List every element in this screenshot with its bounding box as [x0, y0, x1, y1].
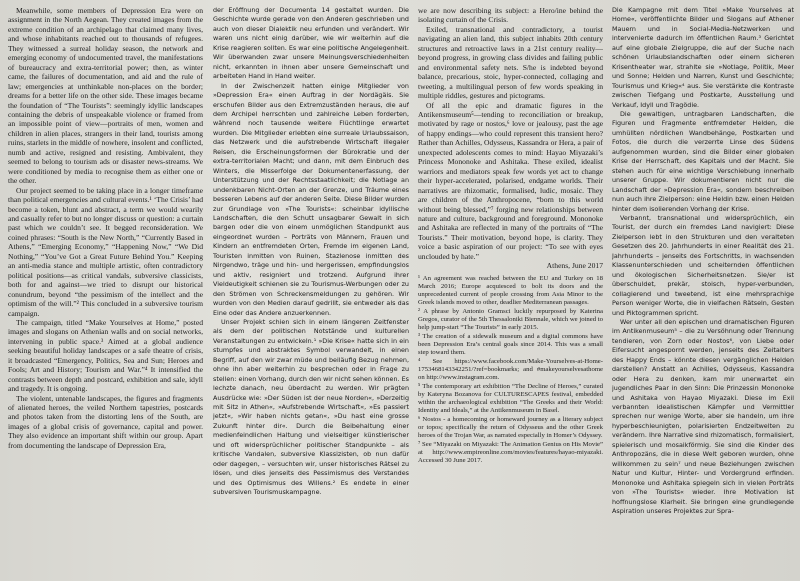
paragraph: we are now describing its subject: a Hero/ine behind the isolating curtain of the Crisis.	[418, 6, 603, 25]
paragraph: In der Zwischenzeit hatten einige Mitglieder von »Depression Era« einen Auftrag in der Nordägäis. Sie erschufen Bilder aus den Extremzuständen heraus, die auf dem Archipel herrschten und zahlreiche Leben forderten, während noch tausende weitere Flüchtlinge erwartet wurden. Die Mitglieder erlebten eine surreale Urlaubssaison, das Netzwerk und die aufstrebende Wirtschaft illegaler Reisen, die Erscheinungsformen der Bürokratie und der extra-territorialen Macht; und dann, mit dem Einbruch des Winters, die Misserfolge der Dokumentenerfassung, der Unterstützung und der Rechtsstaatlichkeit; die Notlage an undenkbaren Nicht-Orten an der Grenze, und Träume eines besseren Lebens auf der anderen Seite. Diese Bilder wurden zur Grundlage von »The Tourists«: scheinbar idyllische Landschaften, die den Schutt unsagbarer Gewalt in sich bargen oder die von einem unmöglichen Standpunkt aus eingeordnet wurden – Porträts von Männern, Frauen und Kindern an entfremdeten Orten, Fremde im eigenen Land, Touristen inmitten von Ruinen, Stazlenose inmitten des Nirgendwo, träge und hin- und hergerissen, empfindungslos und aktiv, resigniert und trotzend. Aufgrund ihrer Vieldeutigkeit schienen sie zu Tourismus-Werbungen oder zu den Strömen von Schreckensmeldungen zu gehören. Wir wurden von den Medien darauf gedrillt, sie entweder als das Eine oder das Andere anzuerkennen.	[213, 81, 409, 317]
paragraph: The campaign, titled “Make Yourselves at Home,” posted images and slogans on Athenian walls and on social networks, intervening in public space.³ Aimed at a global audience seeking beautiful holiday landscapes or a safe theatre of crisis, it broadcasted “Emergency, Politics, Sea and Sun; Heroes and Fools; Art and History; Tourism and War.”⁴ It intensified the contrasts between depth and postcard, exhibition and sale, idyll and tragedy. It is ongoing.	[8, 317, 203, 394]
column-english-right	[418, 6, 603, 581]
paragraph: Verbannt, transnational und widersprüchlich, ein Tourist, der durch ein fremdes Land navigiert: Diese Zielperson lebt in den Strukturen und den veralteten Gesetzen des 20. Jahrhunderts in einer Realität des 21. Jahrhunderts – jenseits des Fortschritts, in wachsenden Klassenunterschieden und scheiternden öffentlichen und ökologischen Sicherheitsnetzen. Sie/er ist überschuldet, prekär, stoisch, hyper-verbunden, collagierend und tweetend, ist eine mehrsprachige Person weniger Worte, die in vielfachen Rätseln, Gesten und Piktogrammen spricht.	[612, 213, 794, 317]
footnote: ² A phrase by Antonio Gramsci luckily repurposed by Katerina Gregos, curator of the 5th Thessaloniki Biennale, which we joined to help jump-start “The Tourists” in early 2015.	[418, 307, 603, 331]
paragraph: Unser Projekt schien sich in einem längeren Zeitfenster als dem der politischen Notstände und kulturellen Veranstaltungen zu entwickeln.¹ »Die Krise« hatte sich in ein stumpfes und abstraktes Symbol verwandelt, in einen Begriff, auf den wir zwar müde und beiläufig Bezug nehmen, ohne ihn aber weiterhin zu besprechen oder in Frage zu stellen: einen Vorhang, durch den wir nicht sehen können. Es lechzte danach, neu überdacht zu werden. Wir prägten Ausdrücke wie: »Der Süden ist der neue Norden«, »Derzeitig mit Sitz in Athen«, »Aufstrebende Wirtschaft«, »Es passiert jetzt«, »Wir haben nichts getan«, »Du hast eine grosse Zukunft hinter dir«. Durch die Beibehaltung einer medienfeindlichen Haltung und vielseitiger künstlerischer und oft widersprüchlicher politischer Standpunkte – als kritische Vandalen, subversive Klassizisten, ob nun dafür oder dagegen, – versuchten wir, unser historisches Rätsel zu lösen, und dies jenseits des Pessimismus des Verstandes und des Optimismus des Willens.² Es endete in einer subversiven Tourismuskampagne.	[213, 317, 409, 497]
footnote: ⁷ See “Miyazaki on Miyazaki: The Animation Genius on His Movie” at http://www.empireonline.com/movies/features/hayao-miyazaki. Accessed 30 June 2017.	[418, 440, 603, 464]
paragraph: Of all the epic and dramatic figures in the Antikensmuseum⁵—tending to reconciliation or breakup, motivated by rage or nostos,⁶ love or jealousy, past the age of happy endings—who could represent this transient hero? Rather than Achilles, Odysseus, Kassandra or Hera, a pair of unexpected adolescents comes to mind: Hayao Miyazaki’s Princess Mononoke and Ashitaka. These exiled, idealist warriors and mediators speak few words yet act to change their hyper-accelerated, polarised, endgame worlds. Their narratives are rhizomatic, formalised, ludic, mosaic. They are children of the Anthropocene, “born to this world without being blessed,”⁷ forging new relationships between nature and culture, background and foreground. Mononoke and Ashitaka are reflected in many of the portraits of “The Tourists.” Their motivation, beyond hope, is clarity. They voice a basic aspiration of our project: “To see with eyes unclouded by hate.”	[418, 100, 603, 261]
footnote: ⁴ See https://www.facebook.com/Make-Yourselves-at-Home-1753468143342251/?ref=bookmarks; and #makeyourselvesathome on http://www.instagram.com.	[418, 357, 603, 381]
body-text	[418, 6, 603, 261]
paragraph: Our project seemed to be taking place in a longer timeframe than political emergencies and cultural events.¹ ‘The Crisis’ had become a token, blunt and abstract, a term we would wearily and casually refer to but no longer discuss or question: a curtain past which we couldn’t see. It begged reconsideration. We coined phrases: “South is the New North,” “Currently Based in Athens,” “Emerging Economy,” “Happening Now,” “We Did Nothing,” “You’ve Got a Great Future Behind You.” Keeping an anti-media stance and multiple artistic, often contradictory political positions—as critical vandals, subversive classicists, both for and against—we tried to disrupt our historical conundrum, beyond “the pessimism of the intellect and the optimism of the will.”² This concluded in a subversive tourism campaign.	[8, 185, 203, 318]
column-english-left	[8, 6, 203, 581]
footnote: ¹ An agreement was reached between the EU and Turkey on 18 March 2016; Europe acquiesced to bolt its doors and the unprecedented current of people crossing from Asia Minor to the Greek islands moved to other, deadlier Mediterranean passages.	[418, 274, 603, 306]
footnote: ⁵ The contemporary art exhibition “The Decline of Heroes,” curated by Katerynа Bozanova for CULTURESCAPES festival, embedded within the archaeological exhibition “The Greeks and their World: Identity and Ideals,” at the Antikenmuseum in Basel.	[418, 382, 603, 414]
paragraph: der Eröffnung der Documenta 14 gestaltet wurden. Die Geschichte wurde gerade von den Anderen geschrieben und auch von dieser Dialektik neu erfunden und verändert. Wir waren uns nicht einig darüber, wie wir weiterhin auf die Krise reagieren sollten. Es war eine politische Angelegenheit. Wir überwanden zwar unsere Meinungsverschiedenheiten nicht, erkannten in ihnen aber unsere Gemeinschaft und arbeiteten Hand in Hand weiter.	[213, 6, 409, 81]
footnote: ³ The creation of a sidewalk museum and a digital commons have been Depression Era’s central goals since 2014. This was a small step toward them.	[418, 332, 603, 356]
paragraph: Die gewaltigen, untragbaren Landschaften, die Figuren und Fragmente entfremdeter Helden, die umhüllten nördlichen Wandbehänge, Postkarten und Fotos, die durch die verzerrte Linse des Südens aufgenommen wurden, sind die Bilder einer globalen Krise der Herrschaft, des Kapitals und der Macht. Sie stehen auch für eine wichtige Verschiebung innerhalb unserer Gruppe. Wir dokumentieren nicht nur die Landschaft der »Depression Era«, sondern beschreiben nun auch ihre Zielperson: eine Heldin bzw. einen Helden hinter dem isolierenden Vorhang der Krise.	[612, 109, 794, 213]
column-german-left	[213, 6, 409, 581]
signature-place-date: Athens, June 2017	[546, 261, 603, 271]
paragraph: Die Kampagne mit dem Titel »Make Yourselves at Home«, veröffentlichte Bilder und Slogans auf Athener Mauern und in Social-Media-Netzwerken und intervenierte dadurch im öffentlichen Raum.³ Gerichtet auf eine globale Zielgruppe, die auf der Suche nach schönen Urlaubslandschaften oder einem sicheren Krisentheater war, strahlte sie »Notlage, Politik, Meer und Sonne; Helden und Narren, Kunst und Geschichte; Tourismus und Krieg«⁴ aus. Sie verstärkte die Kontraste zwischen Tiefgang und Postkarte, Ausstellung und Verkauf, Idyll und Tragödie.	[612, 6, 794, 109]
paragraph: Exiled, transnational and contradictory, a tourist navigating an alien land, this subject inhabits 20th century structures and retroactive laws in a 21st century reality—beyond progress, in growing class divides and failing public and environmental safety nets. S/he is indebted beyond balance, precarious, stoic, hyper-connected, collaging and tweeting, a multilingual person of few words speaking in multiple riddles, gestures and pictograms.	[418, 24, 603, 101]
paragraph: The violent, untenable landscapes, the figures and fragments of alienated heroes, the veiled Northern tapestries, postcards and photos taken from the distorting lens of the South, are images of a global crisis of governance, capital and power. They also evidence an important shift within our group. Apart from documenting the landscape of Depression Era,	[8, 393, 203, 450]
paragraph: Meanwhile, some members of Depression Era were on assignment in the North Aegean. They created images from the extreme condition of an archipelago that claimed many lives, and whose inhabitants reached out to thousands of refugees. They witnessed a surreal holiday season, the network and emerging economy of undocumented travel, the manifestations of bureaucracy and extra-territorial power; then, as winter came, the failures of documentation, and aid and the rule of law; emergencies at unthinkable non-places on the border; dreams for a better life on the other side. These images became the foundation of “The Tourists”: seemingly idyllic landscapes containing the debris of unspeakable violence or framed from an impossible point of view—portraits of men, women and children in alien places, strangers in their land, tourists among ruins, starlets in the middle of nowhere, insolent and conflicted, numb and active, resigned and resisting. Ambivalent, they seemed to belong to tourism ads or disaster news-streams. We were conditioned by media to recognise them as either one or the other.	[8, 6, 203, 186]
column-german-right	[612, 6, 794, 581]
footnote: ⁶ Nostos - a homecoming or homeward journey as a literary subject or topos; specifically the return of Odysseus and the other Greek heroes of the Trojan War, as narrated especially in Homer’s Odyssey.	[418, 415, 603, 439]
footnotes	[418, 275, 603, 465]
paragraph: Wer unter all den epischen und dramatischen Figuren im Antikenmuseum⁵ – die zu Versöhnung oder Trennung tendieren, von Zorn oder Nostos⁶, von Liebe oder Eifersucht angespornt werden, jenseits des Zeitalters des Happy Ends – könnte diesen vergänglichen Helden darstellen? Anstatt an Achilles, Odysseus, Kassandra oder Hera zu denken, kam mir unerwartet ein jugendliches Paar in den Sinn: Die Prinzessin Mononoke und Ashitaka von Hayao Miyazaki. Diese im Exil verbannten idealistischen Kämpfer und Vermittler sprechen nur wenige Worte, aber sie handeln, um ihre hyperbeschleunigten, polarisierten Endzeitwelten zu verändern. Ihre Narrative sind rhizomatisch, formalisiert, spielerisch und mosaikförmig. Sie sind die Kinder des Anthropozäns, die in diese Welt geboren wurden, ohne willkommen zu sein⁷ und neue Beziehungen zwischen Natur und Kultur, Hinter- und Vordergrund erfinden. Mononoke und Ashitaka spiegeln sich in vielen Porträts von »The Tourists« wieder. Ihre Motivation ist hoffnungslose Klarheit. Sie bringen eine grundlegende Aspiration unseres Projektes zur Spra-	[612, 317, 794, 516]
